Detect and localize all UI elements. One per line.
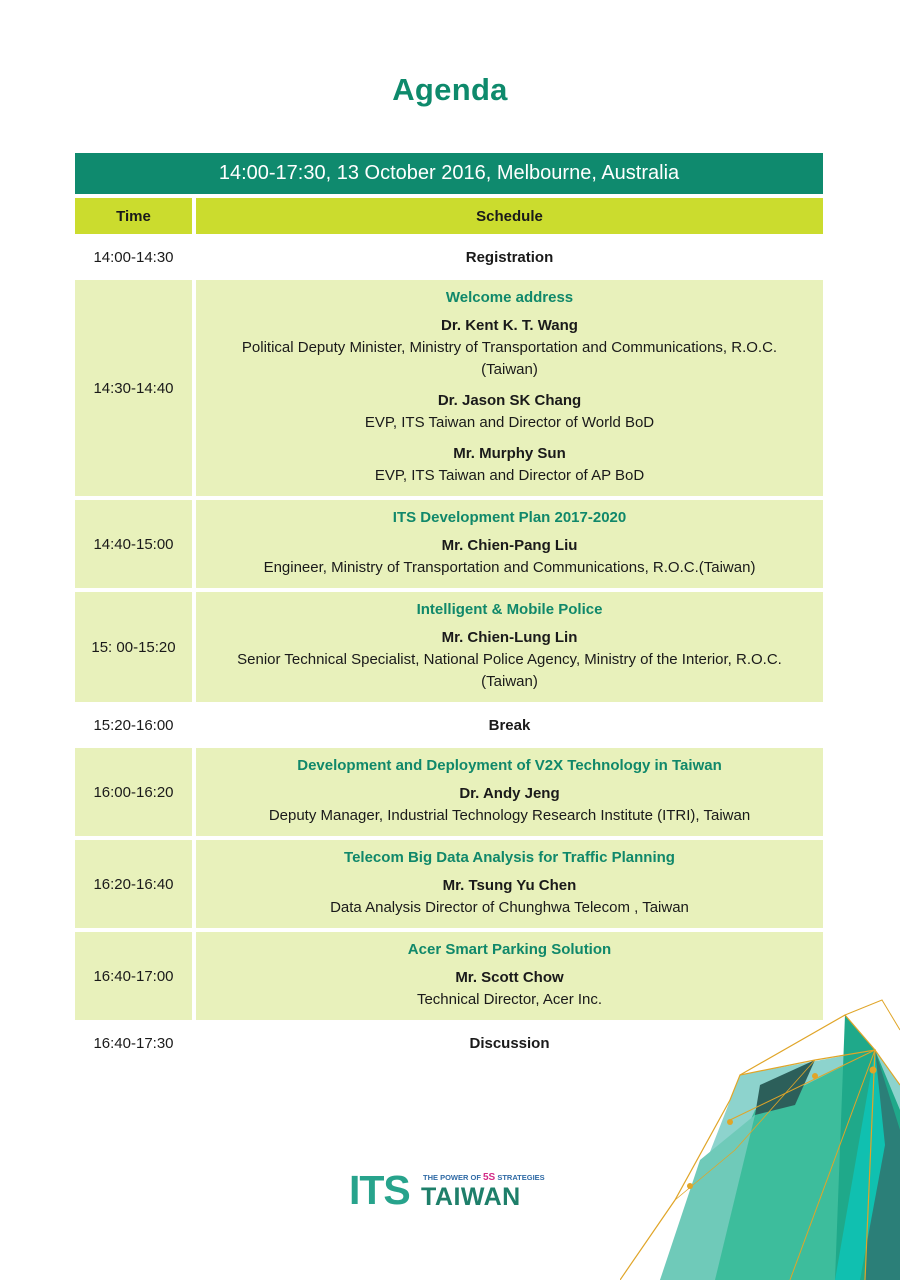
agenda-row-v2x — [75, 748, 823, 836]
row-schedule — [196, 706, 823, 744]
agenda-row-police — [75, 592, 823, 702]
speaker-role: Political Deputy Minister, Ministry of Transportation and Communications, R.O.C.(Taiwan) — [241, 339, 778, 378]
session-topic: Acer Smart Parking Solution — [407, 941, 612, 958]
deco-dot — [812, 1073, 818, 1079]
agenda-row-its-plan — [75, 500, 823, 588]
speaker — [230, 315, 790, 381]
speaker-name: Mr. Chien-Lung Lin — [441, 629, 578, 646]
row-time: 16:20-16:40 — [75, 840, 192, 928]
session-topic: Intelligent & Mobile Police — [416, 601, 603, 618]
row-time: 16:40-17:30 — [75, 1024, 192, 1062]
speaker — [417, 967, 602, 1011]
time-header: Time — [75, 198, 192, 234]
row-label: Break — [488, 716, 531, 734]
row-schedule — [196, 500, 823, 588]
row-schedule — [196, 840, 823, 928]
row-label: Discussion — [469, 1034, 550, 1052]
speaker-role: Deputy Manager, Industrial Technology Research Institute (ITRI), Taiwan — [268, 807, 751, 824]
speaker-name: Dr. Kent K. T. Wang — [441, 317, 578, 334]
deco-dot — [687, 1183, 693, 1189]
speaker-role: Technical Director, Acer Inc. — [416, 991, 603, 1008]
agenda-row-welcome — [75, 280, 823, 496]
speaker-name: Dr. Jason SK Chang — [437, 392, 582, 409]
logo-tagline-hi: 5S — [483, 1172, 496, 1183]
speaker — [225, 627, 795, 693]
row-label: Registration — [465, 248, 554, 266]
speaker-name: Mr. Tsung Yu Chen — [442, 877, 577, 894]
speaker — [375, 443, 644, 487]
row-time: 15:20-16:00 — [75, 706, 192, 744]
logo-taiwan-text: TAIWAN — [421, 1183, 521, 1211]
row-schedule — [196, 238, 823, 276]
speaker-role: Engineer, Ministry of Transportation and Communications, R.O.C.(Taiwan) — [263, 559, 756, 576]
deco-dot — [870, 1067, 877, 1074]
speaker-name: Mr. Chien-Pang Liu — [441, 537, 578, 554]
page-title: Agenda — [392, 72, 508, 107]
deco-dot — [727, 1119, 733, 1125]
agenda-table — [75, 153, 823, 1062]
agenda-row-break — [75, 706, 823, 744]
row-time: 14:40-15:00 — [75, 500, 192, 588]
row-schedule — [196, 748, 823, 836]
speaker-role: Data Analysis Director of Chunghwa Telecom , Taiwan — [330, 899, 689, 916]
session-topic: Welcome address — [445, 289, 574, 306]
speaker-role: Senior Technical Specialist, National Police Agency, Ministry of the Interior, R.O.C.(Taiwan) — [237, 651, 782, 690]
row-time: 16:00-16:20 — [75, 748, 192, 836]
session-topic: Development and Deployment of V2X Technology in Taiwan — [297, 757, 722, 774]
speaker-name: Dr. Andy Jeng — [459, 785, 560, 802]
speaker-role: EVP, ITS Taiwan and Director of World BoD — [364, 414, 655, 431]
session-topic: Telecom Big Data Analysis for Traffic Planning — [344, 849, 675, 866]
row-time: 14:30-14:40 — [75, 280, 192, 496]
speaker-role: EVP, ITS Taiwan and Director of AP BoD — [374, 467, 645, 484]
row-time: 14:00-14:30 — [75, 238, 192, 276]
schedule-header: Schedule — [196, 198, 823, 234]
row-schedule — [196, 592, 823, 702]
agenda-banner: 14:00-17:30, 13 October 2016, Melbourne, Australia — [75, 153, 823, 194]
session-topic: ITS Development Plan 2017-2020 — [392, 509, 627, 526]
logo-its-text: ITS — [349, 1167, 410, 1213]
row-time: 15: 00-15:20 — [75, 592, 192, 702]
logo-tagline-post: STRATEGIES — [495, 1173, 545, 1182]
its-taiwan-logo — [349, 1168, 559, 1212]
speaker — [330, 875, 689, 919]
header-row — [75, 198, 823, 234]
speaker-name: Mr. Murphy Sun — [453, 445, 566, 462]
speaker — [269, 783, 750, 827]
row-schedule — [196, 280, 823, 496]
decorative-polygon-art — [620, 990, 900, 1280]
agenda-row-telecom — [75, 840, 823, 928]
speaker — [365, 390, 654, 434]
speaker-name: Mr. Scott Chow — [455, 969, 564, 986]
agenda-row-registration — [75, 238, 823, 276]
row-time: 16:40-17:00 — [75, 932, 192, 1020]
logo-tagline-pre: THE POWER OF — [423, 1173, 483, 1182]
speaker — [264, 535, 756, 579]
